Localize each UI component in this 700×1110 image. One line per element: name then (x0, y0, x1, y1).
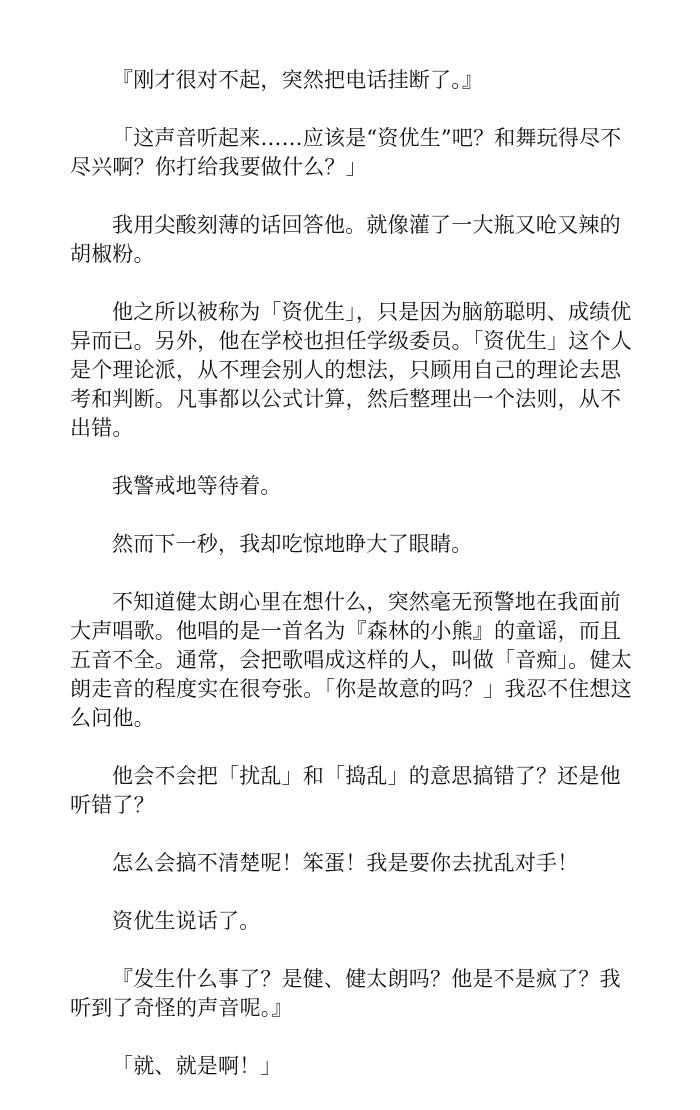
paragraph-7: 不知道健太朗心里在想什么，突然毫无预警地在我面前大声唱歌。他唱的是一首名为『森林的小熊』的童谣，而且五音不全。通常，会把歌唱成这样的人，叫做「音痴」。健太朗走音的程度实在很夸张。「你是故意的吗？」我忍不住想这么问他。 (70, 590, 632, 730)
paragraph-3: 我用尖酸刻薄的话回答他。就像灌了一大瓶又呛又辣的胡椒粉。 (70, 213, 621, 266)
paragraph-9: 怎么会搞不清楚呢！笨蛋！我是要你去扰乱对手！ (112, 851, 579, 875)
paragraph-12: 「就、就是啊！」 (112, 1054, 282, 1078)
paragraph-4: 他之所以被称为「资优生」，只是因为脑筋聪明、成绩优异而已。另外，他在学校也担任学级委员。「资优生」这个人是个理论派，从不理会别人的想法，只顾用自己的理论去思考和判断。凡事都以公式计算，然后整理出一个法则，从不出错。 (70, 300, 632, 440)
paragraph-10: 资优生说话了。 (112, 909, 261, 933)
paragraph-6: 然而下一秒，我却吃惊地睁大了眼睛。 (112, 532, 473, 556)
paragraph-2: 「这声音听起来……应该是“资优生”吧？和舞玩得尽不尽兴啊？你打给我要做什么？」 (70, 126, 622, 179)
paragraph-8: 他会不会把「扰乱」和「捣乱」的意思搞错了？还是他听错了？ (70, 764, 621, 817)
document-body (70, 66, 640, 1110)
paragraph-1: 『刚才很对不起，突然把电话挂断了。』 (112, 68, 484, 92)
paragraph-11: 『发生什么事了？是健、健太朗吗？他是不是疯了？我听到了奇怪的声音呢。』 (70, 967, 621, 1020)
paragraph-5: 我警戒地等待着。 (112, 474, 282, 498)
